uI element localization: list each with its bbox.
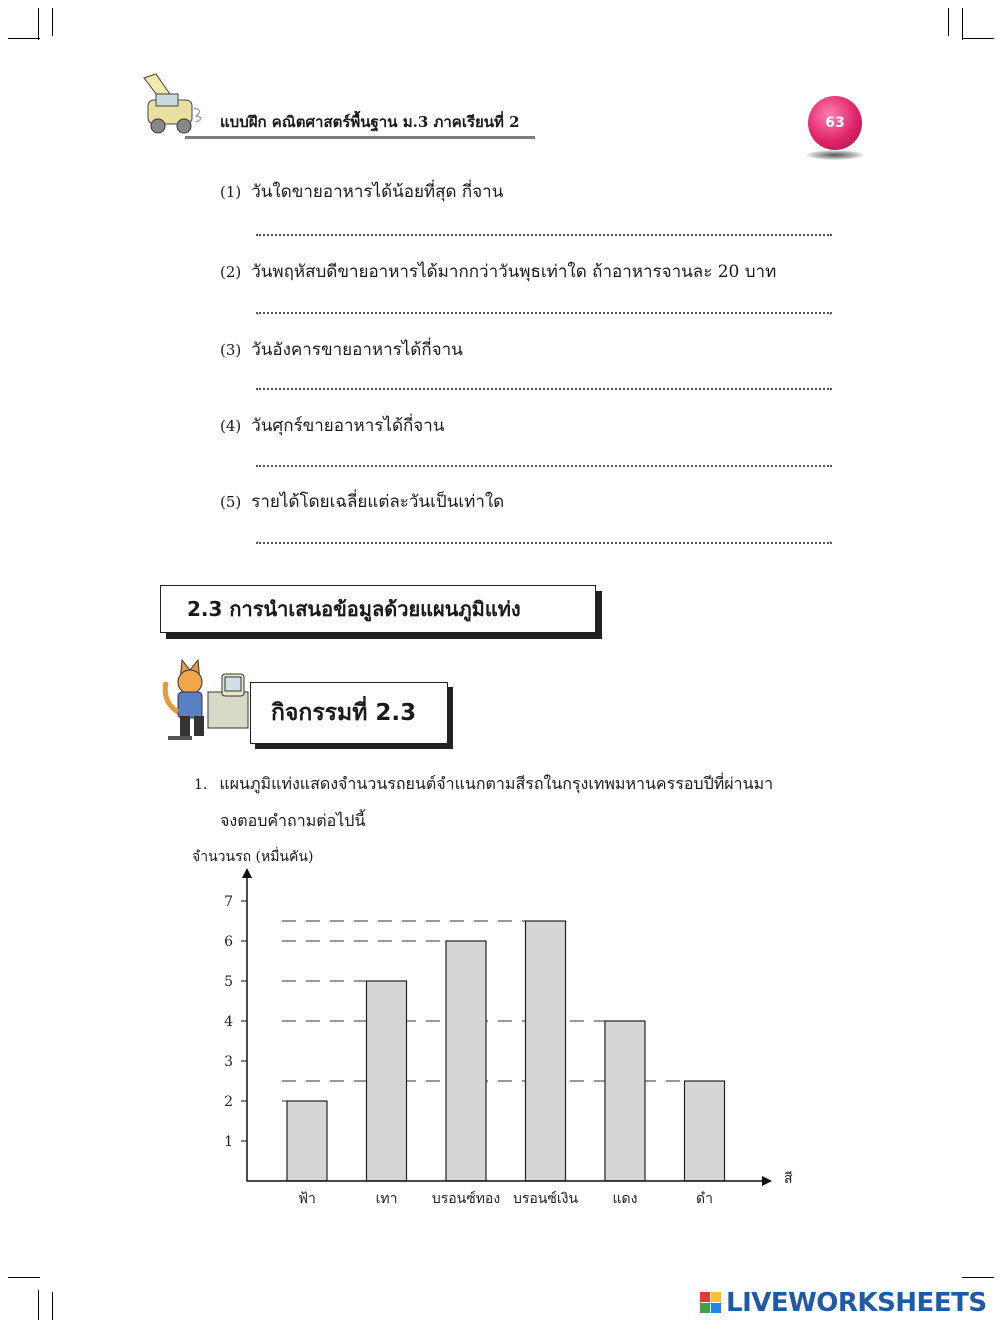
question-number: (2): [220, 263, 242, 281]
y-tick-label: 6: [224, 934, 233, 950]
chart-x-axis-label: สี: [784, 1171, 793, 1187]
x-tick-label: เทา: [375, 1191, 398, 1207]
exercise-line-1: แผนภูมิแท่งแสดงจำนวนรถยนต์จำแนกตามสีรถในกรุงเทพมหานครรอบปีที่ผ่านมา: [219, 774, 774, 793]
question-text: วันอังคารขายอาหารได้กี่จาน: [251, 340, 463, 360]
y-tick-label: 3: [224, 1054, 233, 1070]
question-number: (3): [220, 341, 242, 359]
y-tick-label: 2: [224, 1094, 233, 1110]
bar-เทา: [367, 981, 407, 1181]
question-text: วันพฤหัสบดีขายอาหารได้มากกว่าวันพุธเท่าใด ถ้าอาหารจานละ 20 บาท: [251, 262, 777, 282]
y-axis-arrow: [242, 868, 252, 878]
exercise-number: 1.: [194, 777, 208, 793]
question-text: วันศุกร์ขายอาหารได้กี่จาน: [251, 416, 445, 436]
activity-title: กิจกรรมที่ 2.3: [250, 682, 448, 744]
question-number: (5): [220, 493, 242, 511]
question-text: รายได้โดยเฉลี่ยแต่ละวันเป็นเท่าใด: [251, 492, 505, 512]
bar-บรอนซ์เงิน: [526, 921, 566, 1181]
section-heading: 2.3 การนำเสนอข้อมูลด้วยแผนภูมิแท่ง: [160, 585, 596, 633]
bar-บรอนซ์ทอง: [446, 941, 486, 1181]
book-title: แบบฝึก คณิตศาสตร์พื้นฐาน ม.3 ภาคเรียนที่ 2: [220, 113, 520, 131]
x-tick-label: ฟ้า: [298, 1191, 316, 1207]
page-number-badge: 63: [808, 96, 862, 150]
watermark-text: LIVEWORKSHEETS: [726, 1288, 987, 1318]
bar-แดง: [605, 1021, 645, 1181]
bar-ฟ้า: [287, 1101, 327, 1181]
liveworksheets-logo-icon: [700, 1292, 722, 1314]
chart-y-axis-label: จำนวนรถ (หมื่นคัน): [192, 849, 314, 865]
x-tick-label: ดำ: [696, 1191, 713, 1207]
question-number: (4): [220, 417, 242, 435]
question-text: วันใดขายอาหารได้น้อยที่สุด กี่จาน: [251, 182, 504, 202]
x-tick-label: บรอนซ์ทอง: [431, 1191, 501, 1207]
x-tick-label: บรอนซ์เงิน: [512, 1191, 579, 1207]
y-tick-label: 7: [224, 894, 233, 910]
bar-ดำ: [685, 1081, 725, 1181]
y-tick-label: 4: [224, 1014, 233, 1030]
question-number: (1): [220, 183, 242, 201]
x-tick-label: แดง: [612, 1191, 638, 1207]
y-tick-label: 5: [224, 974, 233, 990]
liveworksheets-watermark: [700, 1288, 987, 1318]
x-axis-arrow: [762, 1176, 772, 1186]
y-tick-label: 1: [224, 1134, 233, 1150]
exercise-line-2: จงตอบคำถามต่อไปนี้: [220, 811, 366, 830]
